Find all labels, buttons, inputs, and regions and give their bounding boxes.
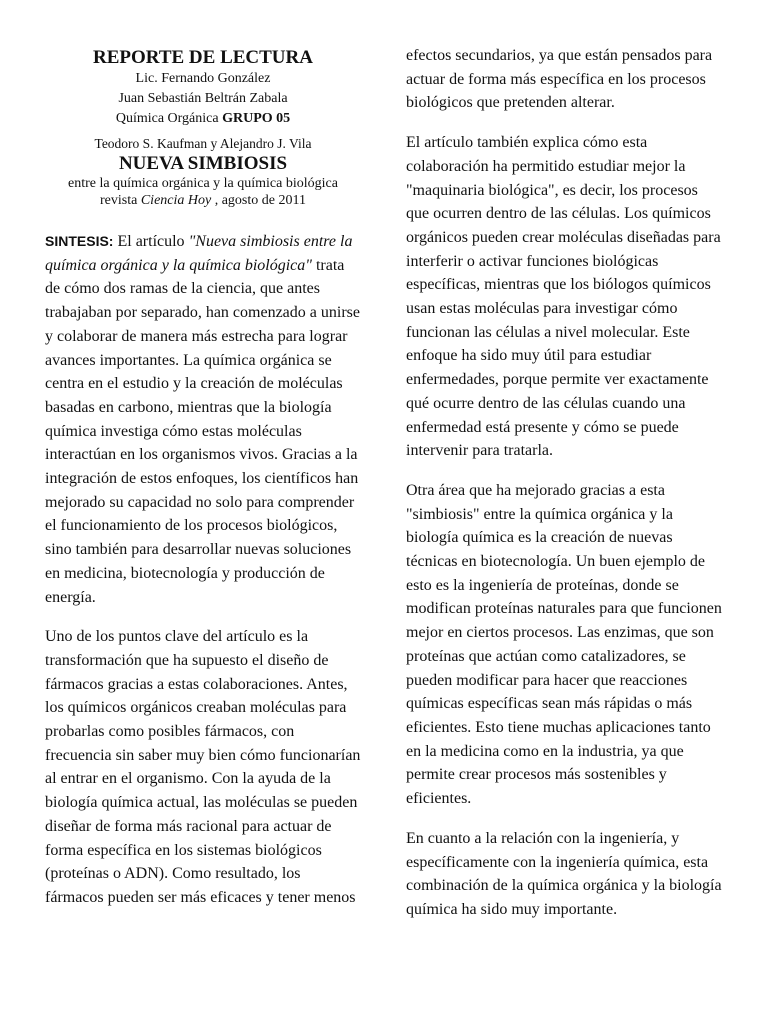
report-title: REPORTE DE LECTURA [93, 47, 313, 68]
student-name: Juan Sebastián Beltrán Zabala [118, 91, 288, 106]
paragraph-side-effects: efectos secundarios, ya que están pensados para actuar de forma más específica en los procesos biológicos que pretenden alterar. [406, 47, 713, 112]
source-prefix: revista [100, 193, 141, 208]
paragraph-drug-design: Uno de los puntos clave del artículo es la transformación que ha supuesto el diseño de fármacos gracias a estas colaboraciones. Antes, los químicos orgánicos creaban moléculas para probarlas como posibles fármacos, con frecuencia sin saber muy bien cómo funcionarían al entrar en el organismo. Con la ayuda de la biología química actual, las moléculas se pueden diseñar de forma más racional para actuar de forma específica en los sistemas biológicos (proteínas o ADN). Como resultado, los fármacos pueden ser más eficaces y tener menos [45, 628, 361, 906]
source-date: , agosto de 2011 [211, 193, 306, 208]
article-title: NUEVA SIMBIOSIS [118, 153, 288, 174]
paragraph-cell-machinery: El artículo también explica cómo esta colaboración ha permitido estudiar mejor la "maquinaria biológica", es decir, los procesos que ocurren dentro de las células. Los químicos orgánicos pueden crear moléculas diseñadas para interferir o activar funciones biológicas específicas, mientras que los biólogos químicos usan estas moléculas para investigar cómo funcionan las células a nivel molecular. Este enfoque ha sido muy útil para estudiar enfermedades, porque permite ver exactamente qué ocurre dentro de las células cuando una enfermedad está presente y cómo se puede intervenir para tratarla. [406, 134, 721, 460]
article-title-quote: "Nueva simbiosis entre la química orgánica y la química biológica" [45, 233, 353, 274]
paragraph-engineering: En cuanto a la relación con la ingeniería, y específicamente con la ingeniería química, esta combinación de la química orgánica y la biología química ha sido muy importante. [406, 829, 722, 918]
report-header [45, 47, 361, 209]
synthesis-label: SINTESIS: [45, 233, 114, 249]
course-name: Química Orgánica [115, 111, 223, 126]
paragraph-biotechnology: Otra área que ha mejorado gracias a esta "simbiosis" entre la química orgánica y la biología química es la creación de nuevas técnicas en biotecnología. Un buen ejemplo de esto es la ingeniería de proteínas, donde se modifican proteínas naturales para que funcionen mejor en ciertos procesos. Las enzimas, que son proteínas que actúan como catalizadores, se pueden modificar para hacer que reacciones químicas específicas sean más rápidas o más eficientes. Esto tiene muchas aplicaciones tanto en la medicina como en la industria, ya que permite crear procesos más sostenibles y eficientes. [406, 481, 722, 808]
synthesis-paragraph [45, 230, 363, 609]
instructor-name: Lic. Fernando González [135, 71, 271, 86]
left-column [45, 0, 363, 910]
right-column [406, 0, 724, 922]
article-source [45, 192, 361, 209]
synthesis-lead: El artículo [113, 233, 189, 250]
course-line [45, 109, 361, 129]
article-subtitle: entre la química orgánica y la química biológica [68, 176, 338, 191]
left-body [45, 230, 363, 910]
synthesis-body: trata de cómo dos ramas de la ciencia, que antes trabajaban por separado, han comenzado a unirse y colaborar de manera más estrecha para lograr avances importantes. La química orgánica se centra en el estudio y la creación de moléculas basadas en carbono, mientras que la biología química investiga cómo estas moléculas interactúan en los organismos vivos. Gracias a la integración de estos enfoques, los científicos han mejorado su capacidad no solo para comprender el funcionamiento de los procesos biológicos, sino también para desarrollar nuevas soluciones en medicina, biotecnología y producción de energía. [45, 256, 360, 606]
right-body [406, 44, 724, 922]
group-label: GRUPO 05 [222, 111, 291, 126]
article-authors: Teodoro S. Kaufman y Alejandro J. Vila [94, 136, 312, 151]
source-name: Ciencia Hoy [140, 193, 212, 208]
